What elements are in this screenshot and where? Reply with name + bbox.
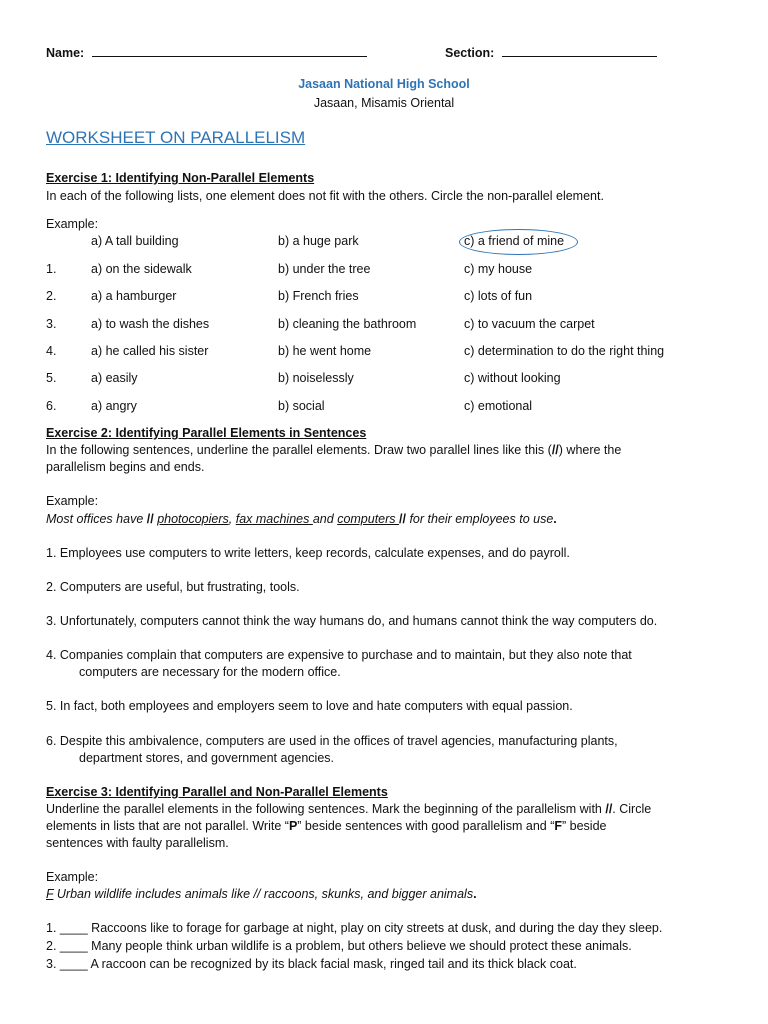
instr-text: . Circle: [612, 802, 652, 816]
exercise2-title: Exercise 2: Identifying Parallel Elements in Sentences: [46, 426, 367, 440]
exercise1-instructions: In each of the following lists, one element does not fit with the others. Circle the non-parallel element.: [46, 189, 604, 203]
exercise2-item: 3. Unfortunately, computers cannot think the way humans do, and humans cannot think the way computers do.: [46, 614, 658, 628]
row-number: 4.: [46, 344, 57, 358]
instr-text: Underline the parallel elements in the following sentences. Mark the beginning of the parallelism with: [46, 802, 606, 816]
instr-text: ” beside sentences with good parallelism and “: [297, 819, 555, 833]
page-title: WORKSHEET ON PARALLELISM: [46, 128, 306, 147]
example-option-a: a) A tall building: [91, 234, 179, 248]
row-number: 1.: [46, 262, 57, 276]
school-name: Jasaan National High School: [298, 77, 470, 91]
exercise3-instructions-line1: [46, 802, 651, 816]
row-number: 2.: [46, 289, 57, 303]
example-circle-mark: [459, 229, 578, 255]
row-option-b[interactable]: b) he went home: [278, 344, 372, 358]
exercise1-title: Exercise 1: Identifying Non-Parallel Elements: [46, 171, 315, 185]
good-mark: P: [288, 819, 298, 833]
row-number: 3.: [46, 317, 57, 331]
row-option-b[interactable]: b) cleaning the bathroom: [278, 317, 417, 331]
exercise3-item: 1. ____ Raccoons like to forage for garbage at night, play on city streets at dusk, and during the day they sleep.: [46, 921, 663, 935]
parallel-mark: //: [146, 512, 154, 526]
exercise2-instructions-line2: parallelism begins and ends.: [46, 460, 205, 474]
example-option-b: b) a huge park: [278, 234, 359, 248]
instr-text: In the following sentences, underline the parallel elements. Draw two parallel lines like this (: [46, 443, 552, 457]
example-text: Urban wildlife includes animals like // raccoons, skunks, and bigger animals: [53, 887, 474, 901]
example-text: for their employees to use: [405, 512, 554, 526]
row-option-b[interactable]: b) French fries: [278, 289, 359, 303]
exercise3-example-label: Example:: [46, 870, 99, 884]
row-option-c[interactable]: c) lots of fun: [464, 289, 533, 303]
row-option-a[interactable]: a) on the sidewalk: [91, 262, 192, 276]
exercise3-item: 3. ____ A raccoon can be recognized by its black facial mask, ringed tail and its thick black coat.: [46, 957, 577, 971]
exercise3-title: Exercise 3: Identifying Parallel and Non-Parallel Elements: [46, 785, 388, 799]
example-period: .: [553, 512, 557, 526]
name-line: [46, 44, 367, 60]
instr-text: ” beside: [562, 819, 607, 833]
underlined-element: fax machines: [235, 512, 313, 526]
row-option-c[interactable]: c) without looking: [464, 371, 561, 385]
example-text: Most offices have: [46, 512, 147, 526]
row-number: 5.: [46, 371, 57, 385]
exercise2-item: 5. In fact, both employees and employers seem to love and hate computers with equal passion.: [46, 699, 573, 713]
exercise2-item: 1. Employees use computers to write letters, keep records, calculate expenses, and do payroll.: [46, 546, 570, 560]
exercise2-item: 2. Computers are useful, but frustrating, tools.: [46, 580, 300, 594]
faulty-mark: F: [554, 819, 563, 833]
name-label: Name:: [46, 46, 85, 60]
faulty-answer-mark: F: [46, 887, 54, 901]
row-option-a[interactable]: a) a hamburger: [91, 289, 177, 303]
exercise2-item-continued: department stores, and government agencies.: [79, 751, 335, 765]
exercise2-instructions-line1: [46, 443, 621, 457]
underlined-element: computers: [337, 512, 400, 526]
exercise2-example-label: Example:: [46, 494, 99, 508]
row-option-c[interactable]: c) to vacuum the carpet: [464, 317, 595, 331]
section-label: Section:: [445, 46, 495, 60]
row-option-a[interactable]: a) he called his sister: [91, 344, 209, 358]
row-option-c[interactable]: c) determination to do the right thing: [464, 344, 665, 358]
example-period: .: [473, 887, 477, 901]
underlined-element: photocopiers: [157, 512, 229, 526]
exercise2-item: 6. Despite this ambivalence, computers are used in the offices of travel agencies, manufacturing plants,: [46, 734, 618, 748]
example-text: and: [312, 512, 338, 526]
example-option-c: c) a friend of mine: [464, 234, 565, 248]
exercise1-example-label: Example:: [46, 217, 99, 231]
exercise3-instructions-line3: sentences with faulty parallelism.: [46, 836, 229, 850]
exercise3-instructions-line2: [46, 819, 607, 833]
section-blank[interactable]: [502, 44, 657, 57]
parallel-mark: //: [605, 802, 613, 816]
row-option-b[interactable]: b) under the tree: [278, 262, 371, 276]
row-number: 6.: [46, 399, 57, 413]
row-option-b[interactable]: b) social: [278, 399, 325, 413]
exercise3-item: 2. ____ Many people think urban wildlife is a problem, but others believe we should protect these animals.: [46, 939, 632, 953]
row-option-c[interactable]: c) emotional: [464, 399, 533, 413]
row-option-a[interactable]: a) easily: [91, 371, 138, 385]
row-option-b[interactable]: b) noiselessly: [278, 371, 354, 385]
section-line: [445, 44, 657, 60]
instr-text: ) where the: [558, 443, 622, 457]
exercise2-item: 4. Companies complain that computers are expensive to purchase and to maintain, but they also note that: [46, 648, 632, 662]
school-address: Jasaan, Misamis Oriental: [313, 96, 455, 110]
name-blank[interactable]: [92, 44, 367, 57]
example-text: ,: [228, 512, 236, 526]
exercise2-item-continued: computers are necessary for the modern office.: [79, 665, 341, 679]
row-option-a[interactable]: a) angry: [91, 399, 137, 413]
exercise2-example-sentence: [46, 512, 557, 526]
row-option-a[interactable]: a) to wash the dishes: [91, 317, 210, 331]
instr-text: elements in lists that are not parallel. Write “: [46, 819, 289, 833]
row-option-c[interactable]: c) my house: [464, 262, 533, 276]
parallel-mark: //: [399, 512, 406, 526]
parallel-mark: //: [551, 443, 559, 457]
exercise3-example-sentence: [46, 887, 477, 901]
